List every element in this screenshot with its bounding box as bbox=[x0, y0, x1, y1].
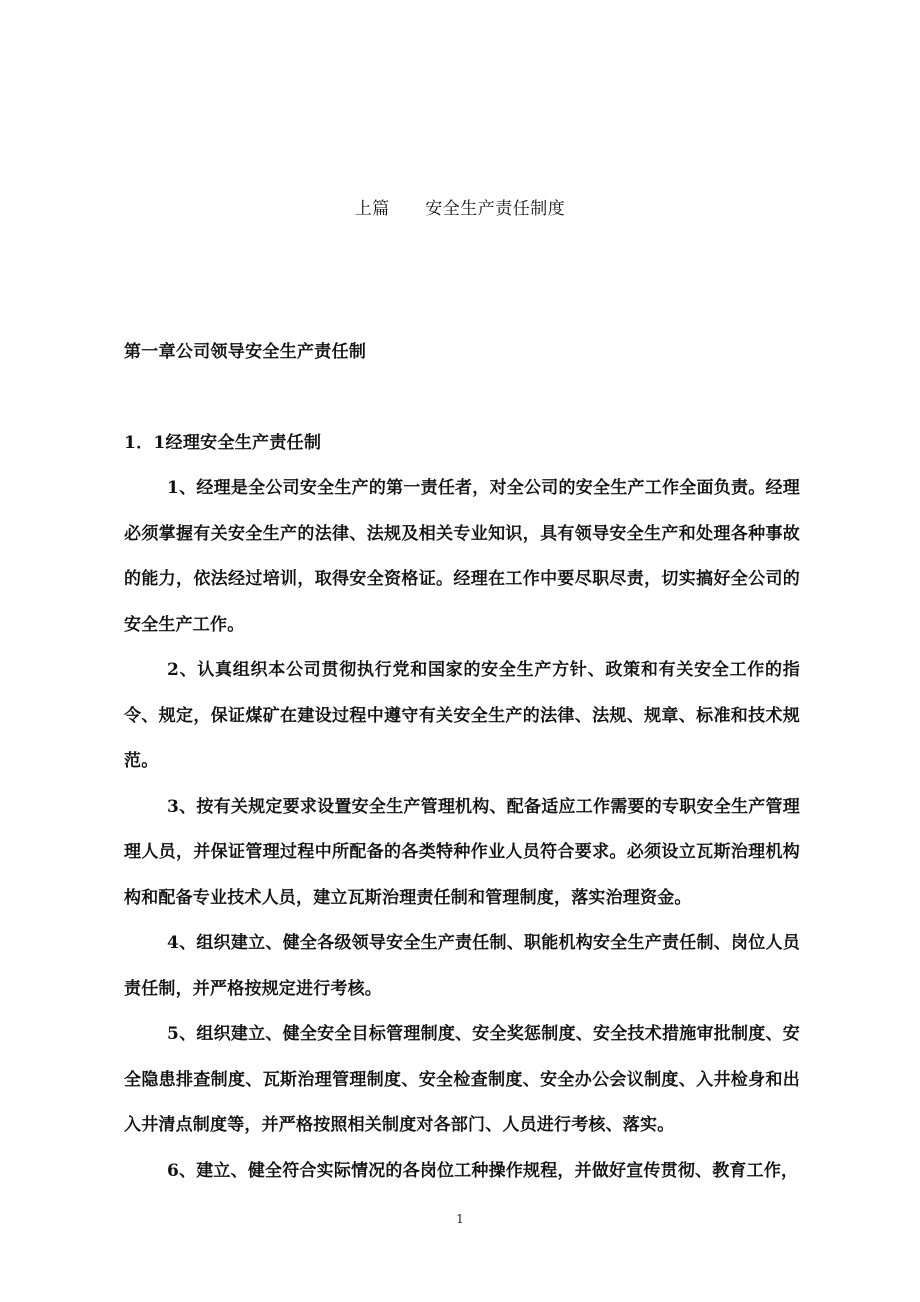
paragraph-5: 5、组织建立、健全安全目标管理制度、安全奖惩制度、安全技术措施审批制度、安全隐患排查制度、瓦斯治理管理制度、安全检查制度、安全办公会议制度、入井检身和出入井清点制度等，并严格按照相关制度对各部门、人员进行考核、落实。 bbox=[124, 1024, 800, 1135]
paragraph-3: 3、按有关规定要求设置安全生产管理机构、配备适应工作需要的专职安全生产管理理人员，并保证管理过程中所配备的各类特种作业人员符合要求。必须设立瓦斯治理机构构和配备专业技术人员，建立瓦斯治理责任制和管理制度，落实治理资金。 bbox=[124, 796, 800, 908]
part-title: 上篇 安全生产责任制度 bbox=[354, 199, 566, 219]
page-number: 1 bbox=[456, 1212, 464, 1226]
paragraph-6: 6、建立、健全符合实际情况的各岗位工种操作规程，并做好宣传贯彻、教育工作， bbox=[167, 1160, 799, 1181]
paragraph-4: 4、组织建立、健全各级领导安全生产责任制、职能机构安全生产责任制、岗位人员责任制，并严格按规定进行考核。 bbox=[124, 933, 800, 999]
paragraph-1: 1、经理是全公司安全生产的第一责任者，对全公司的安全生产工作全面负责。经理必须掌握有关安全生产的法律、法规及相关专业知识，具有领导安全生产和处理各种事故的能力，依法经过培训，取得安全资格证。经理在工作中要尽职尽责，切实搞好全公司的安全生产工作。 bbox=[124, 478, 800, 635]
section-title: 1．1经理安全生产责任制 bbox=[124, 433, 322, 453]
document-body bbox=[124, 466, 800, 1194]
paragraph-2: 2、认真组织本公司贯彻执行党和国家的安全生产方针、政策和有关安全工作的指令、规定，保证煤矿在建设过程中遵守有关安全生产的法律、法规、规章、标准和技术规范。 bbox=[124, 660, 800, 771]
chapter-title: 第一章公司领导安全生产责任制 bbox=[124, 342, 367, 362]
